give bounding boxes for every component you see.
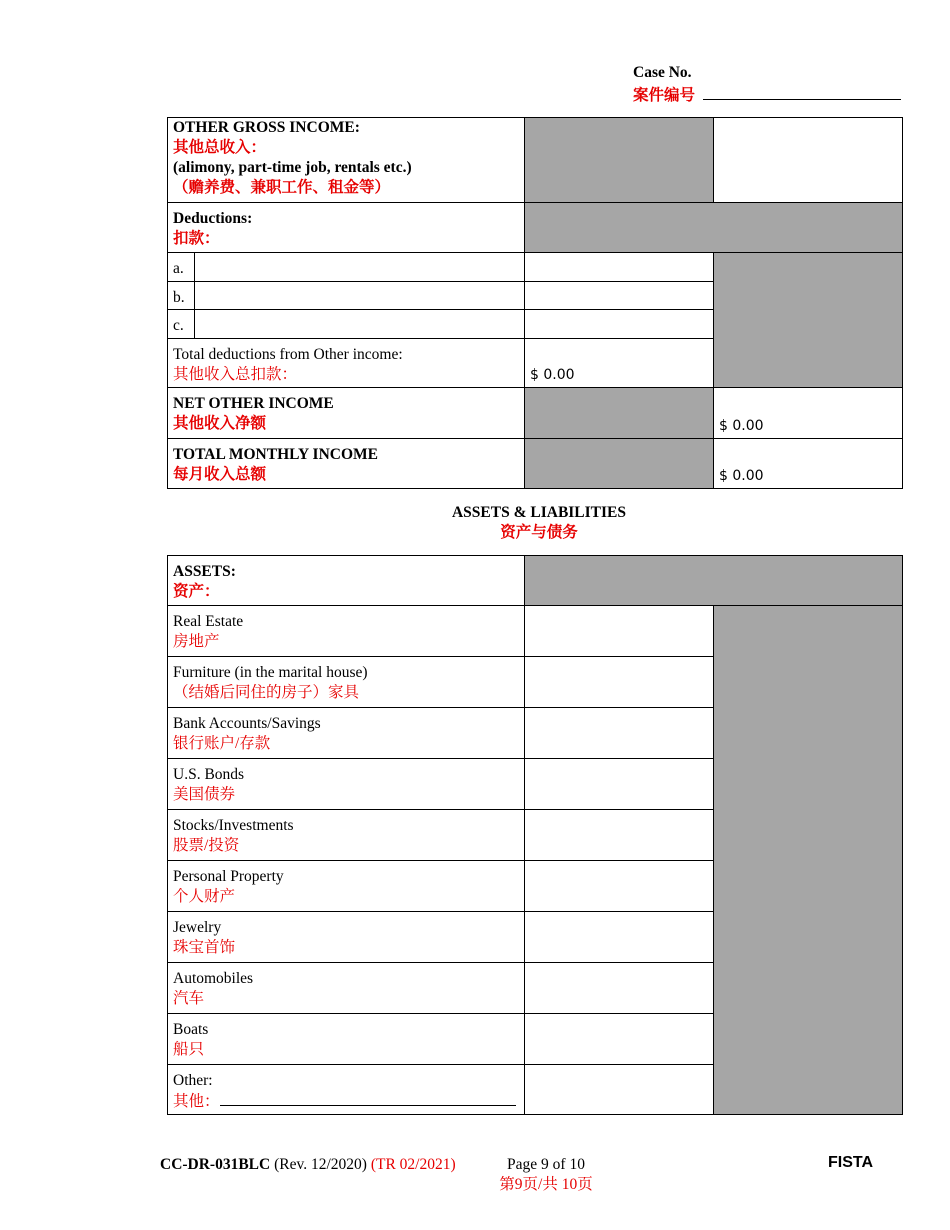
page-number xyxy=(460,1155,632,1195)
asset-label: Boats xyxy=(173,1021,209,1038)
asset-label: U.S. Bonds xyxy=(173,766,245,783)
real-estate-value-field[interactable] xyxy=(525,606,714,657)
deduction-letter-b: b. xyxy=(168,282,195,310)
asset-row-label xyxy=(168,1065,525,1115)
asset-row-label xyxy=(168,657,525,708)
asset-label-zh: （结婚后同住的房子）家具 xyxy=(173,684,360,701)
boats-value-field[interactable] xyxy=(525,1014,714,1065)
org-name: FISTA xyxy=(828,1154,874,1171)
asset-label-zh: 银行账户/存款 xyxy=(173,735,271,752)
stocks-investments-value-field[interactable] xyxy=(525,810,714,861)
deduction-a-description-field[interactable] xyxy=(195,253,525,282)
total-deductions-value[interactable]: $ 0.00 xyxy=(525,339,714,388)
assets-liabilities-title: ASSETS & LIABILITIES xyxy=(451,504,627,521)
asset-label: Automobiles xyxy=(173,970,254,987)
total-monthly-income-value[interactable]: $ 0.00 xyxy=(714,439,903,489)
form-code: CC-DR-031BLC xyxy=(160,1156,271,1173)
assets-table xyxy=(167,555,903,1115)
asset-label: Bank Accounts/Savings xyxy=(173,715,321,732)
asset-label: Jewelry xyxy=(173,919,222,936)
deductions-label: Deductions: xyxy=(173,210,253,227)
assets-liabilities-heading xyxy=(0,503,950,543)
assets-title-cell xyxy=(168,556,525,606)
deduction-b-description-field[interactable] xyxy=(195,282,525,310)
net-other-income-label-zh: 其他收入净额 xyxy=(173,415,267,432)
furniture-value-field[interactable] xyxy=(525,657,714,708)
automobiles-value-field[interactable] xyxy=(525,963,714,1014)
asset-row-label xyxy=(168,861,525,912)
other-gross-income-note: (alimony, part-time job, rentals etc.) xyxy=(173,159,412,176)
personal-property-value-field[interactable] xyxy=(525,861,714,912)
other-gross-income-label: OTHER GROSS INCOME: xyxy=(173,119,360,136)
net-other-income-label: NET OTHER INCOME xyxy=(173,395,334,412)
case-number-header xyxy=(633,63,901,106)
asset-label: Furniture (in the marital house) xyxy=(173,664,368,681)
net-other-income-label-cell xyxy=(168,388,525,439)
other-asset-description-field[interactable] xyxy=(220,1091,516,1106)
net-other-income-value[interactable]: $ 0.00 xyxy=(714,388,903,439)
form-revision: (Rev. 12/2020) xyxy=(274,1156,367,1173)
deduction-b-amount-field[interactable] xyxy=(525,282,714,310)
asset-label: Personal Property xyxy=(173,868,284,885)
bank-accounts-value-field[interactable] xyxy=(525,708,714,759)
deduction-letter-a: a. xyxy=(168,253,195,282)
case-no-field[interactable] xyxy=(703,83,901,100)
asset-label: Real Estate xyxy=(173,613,244,630)
other-gross-income-amount-field[interactable] xyxy=(714,118,903,203)
assets-liabilities-title-zh: 资产与债务 xyxy=(500,524,578,541)
other-asset-value-field[interactable] xyxy=(525,1065,714,1115)
deduction-c-amount-field[interactable] xyxy=(525,310,714,339)
asset-label: Other: xyxy=(173,1072,213,1089)
other-income-table xyxy=(167,117,903,489)
deduction-a-amount-field[interactable] xyxy=(525,253,714,282)
shaded-cell xyxy=(714,606,903,1115)
page-number-zh: 第9页/共 10页 xyxy=(499,1176,593,1193)
shaded-cell xyxy=(525,203,903,253)
asset-row-label xyxy=(168,1014,525,1065)
asset-label-zh: 美国债券 xyxy=(173,786,236,803)
asset-row-label xyxy=(168,810,525,861)
total-deductions-label: Total deductions from Other income: xyxy=(173,346,403,363)
assets-title: ASSETS: xyxy=(173,563,236,580)
other-gross-income-note-zh: （赡养费、兼职工作、租金等） xyxy=(173,179,391,196)
form-identifier xyxy=(160,1155,456,1175)
deduction-c-description-field[interactable] xyxy=(195,310,525,339)
case-no-label-zh: 案件编号 xyxy=(633,87,696,104)
asset-row-label xyxy=(168,912,525,963)
asset-row-label xyxy=(168,759,525,810)
assets-title-zh: 资产： xyxy=(173,583,220,600)
deductions-label-zh: 扣款： xyxy=(173,230,220,247)
asset-row-label xyxy=(168,708,525,759)
shaded-cell xyxy=(525,118,714,203)
asset-label-zh: 个人财产 xyxy=(173,888,236,905)
asset-label: Stocks/Investments xyxy=(173,817,294,834)
asset-label-zh: 船只 xyxy=(173,1041,205,1058)
us-bonds-value-field[interactable] xyxy=(525,759,714,810)
deductions-label-cell xyxy=(168,203,525,253)
jewelry-value-field[interactable] xyxy=(525,912,714,963)
shaded-cell xyxy=(714,253,903,388)
other-gross-income-label-zh: 其他总收入： xyxy=(173,139,267,156)
asset-row-label xyxy=(168,963,525,1014)
total-monthly-income-label-cell xyxy=(168,439,525,489)
case-no-label: Case No. xyxy=(633,64,692,81)
shaded-cell xyxy=(525,556,903,606)
asset-label-zh: 珠宝首饰 xyxy=(173,939,236,956)
shaded-cell xyxy=(525,439,714,489)
total-monthly-income-label-zh: 每月收入总额 xyxy=(173,466,267,483)
asset-label-zh: 其他： xyxy=(173,1093,220,1110)
total-deductions-label-zh: 其他收入总扣款： xyxy=(173,366,298,383)
page-number-en: Page 9 of 10 xyxy=(507,1156,585,1173)
deduction-letter-c: c. xyxy=(168,310,195,339)
total-deductions-label-cell xyxy=(168,339,525,388)
form-translation-revision: (TR 02/2021) xyxy=(370,1156,456,1173)
shaded-cell xyxy=(525,388,714,439)
asset-label-zh: 房地产 xyxy=(173,633,220,650)
asset-label-zh: 汽车 xyxy=(173,990,205,1007)
asset-label-zh: 股票/投资 xyxy=(173,837,240,854)
other-gross-income-label-cell xyxy=(168,118,525,203)
total-monthly-income-label: TOTAL MONTHLY INCOME xyxy=(173,446,378,463)
asset-row-label xyxy=(168,606,525,657)
